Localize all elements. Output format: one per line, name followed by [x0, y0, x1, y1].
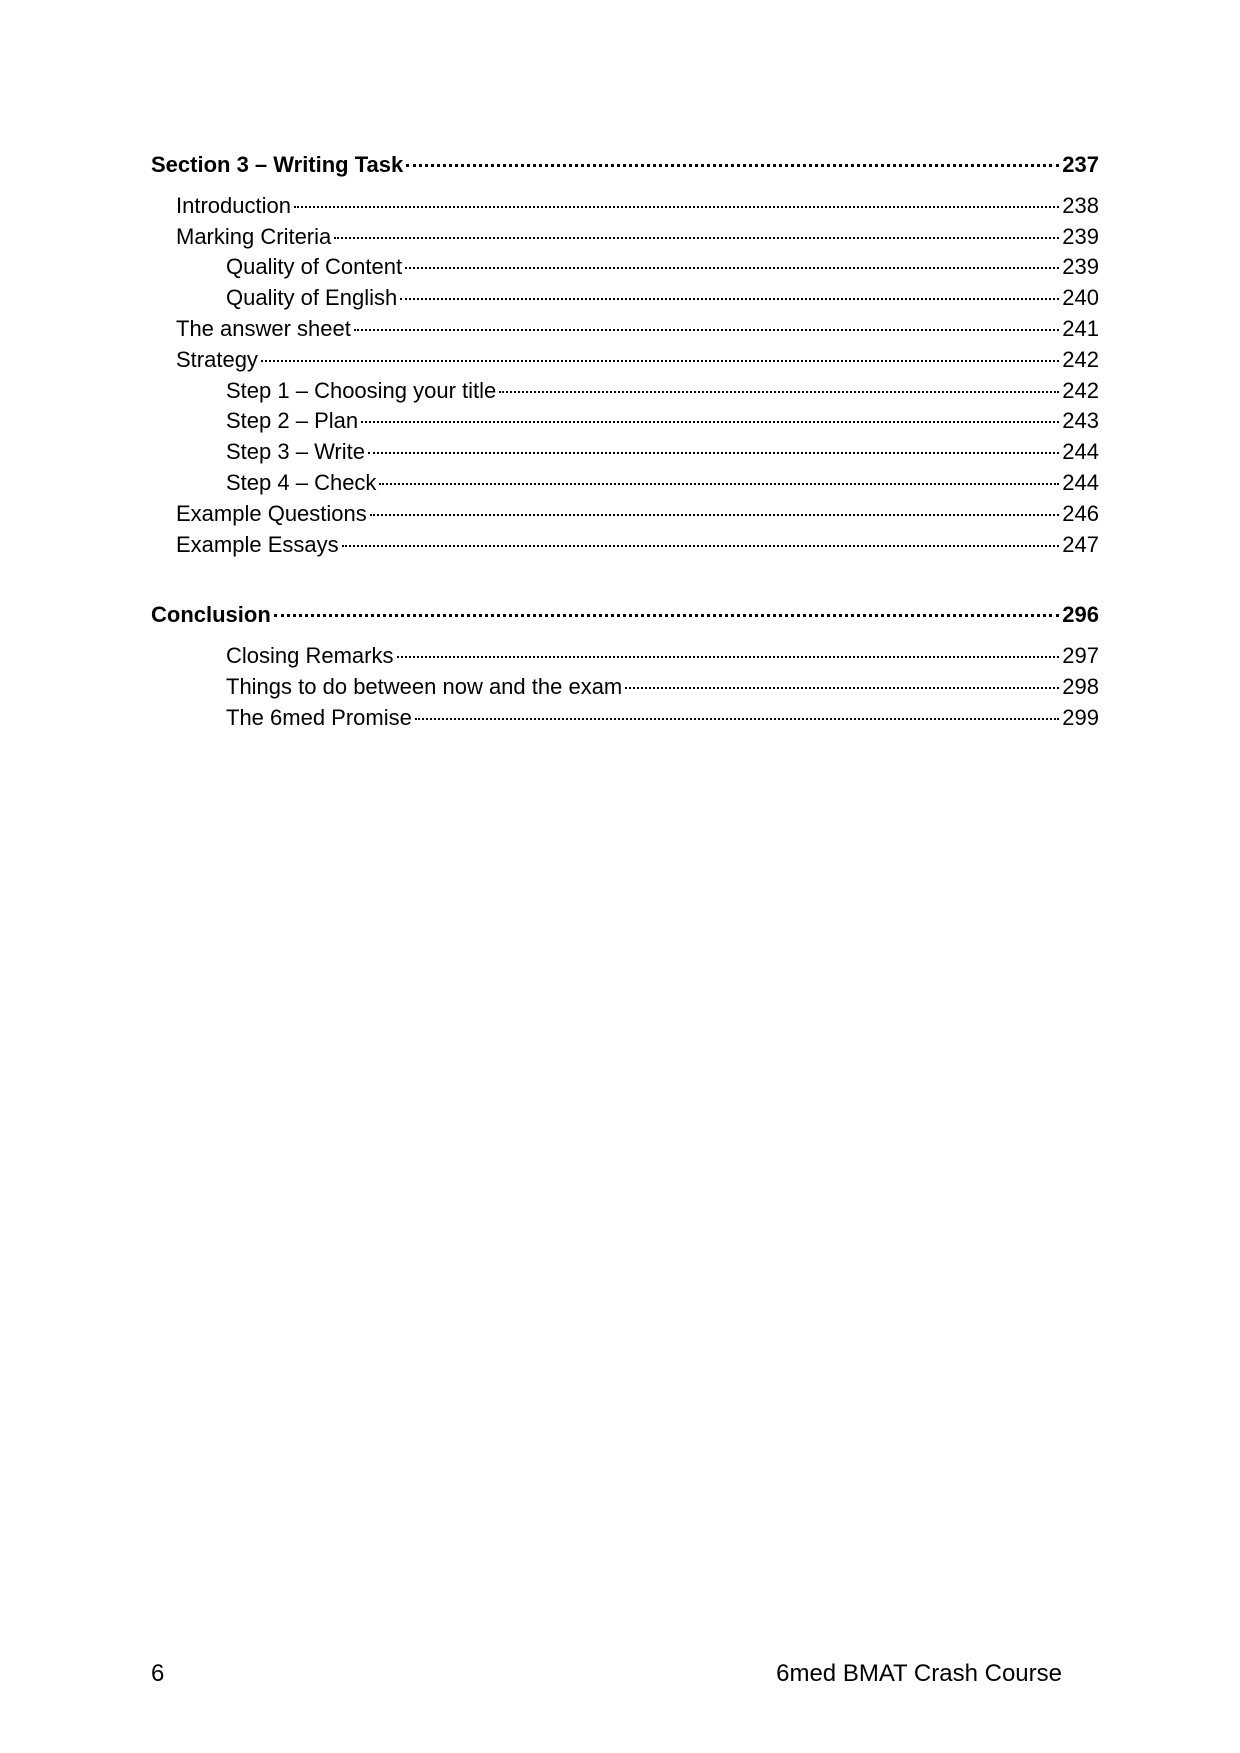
- footer-page-number: 6: [151, 1660, 165, 1687]
- toc-entry-things-to-do[interactable]: [151, 672, 1099, 703]
- dot-leader: [294, 188, 1059, 208]
- toc-entry-title: Step 1 – Choosing your title: [226, 377, 497, 403]
- toc-entry-title: Introduction: [176, 192, 291, 218]
- toc-entry-page: 239: [1062, 254, 1099, 280]
- toc-entry-step-1[interactable]: [151, 376, 1099, 407]
- toc-entry-page: 244: [1062, 469, 1099, 495]
- toc-entry-page: 246: [1062, 500, 1099, 526]
- dot-leader: [354, 311, 1059, 331]
- toc-entry-title: Example Essays: [176, 531, 339, 557]
- toc-entry-introduction[interactable]: [151, 191, 1099, 222]
- dot-leader: [400, 280, 1059, 300]
- toc-entry-page: 242: [1062, 377, 1099, 403]
- dot-leader: [415, 700, 1059, 720]
- toc-entry-step-4[interactable]: [151, 468, 1099, 499]
- toc-entry-title: Things to do between now and the exam: [226, 673, 623, 699]
- footer-book-title: 6med BMAT Crash Course: [776, 1660, 1062, 1687]
- toc-entry-title: Step 4 – Check: [226, 469, 377, 495]
- toc-entry-title: The 6med Promise: [226, 704, 412, 730]
- dot-leader: [361, 403, 1059, 423]
- toc-entry-page: 298: [1062, 673, 1099, 699]
- toc-entry-answer-sheet[interactable]: [151, 314, 1099, 345]
- dot-leader: [405, 249, 1059, 269]
- dot-leader: [379, 465, 1059, 485]
- dot-leader: [625, 669, 1059, 689]
- toc-entry-marking-criteria[interactable]: [151, 222, 1099, 253]
- dot-leader: [397, 638, 1060, 658]
- dot-leader: [274, 596, 1060, 617]
- page-footer: [151, 1660, 1062, 1688]
- toc-entry-title: Closing Remarks: [226, 643, 394, 669]
- dot-leader: [334, 219, 1059, 239]
- dot-leader: [261, 342, 1059, 362]
- toc-entry-title: Marking Criteria: [176, 223, 332, 249]
- toc-entry-title: Quality of English: [226, 285, 398, 311]
- dot-leader: [368, 434, 1059, 454]
- toc-entry-example-essays[interactable]: [151, 530, 1099, 561]
- toc-entry-quality-of-english[interactable]: [151, 283, 1099, 314]
- toc-entry-title: The answer sheet: [176, 315, 351, 341]
- dot-leader: [499, 373, 1059, 393]
- dot-leader: [370, 496, 1060, 516]
- toc-entry-page: 240: [1062, 285, 1099, 311]
- toc-entry-page: 247: [1062, 531, 1099, 557]
- toc-entry-section-3[interactable]: [151, 150, 1099, 181]
- toc-entry-step-3[interactable]: [151, 437, 1099, 468]
- dot-leader: [406, 146, 1059, 167]
- dot-leader: [342, 527, 1060, 547]
- toc-entry-page: 299: [1062, 704, 1099, 730]
- toc-entry-title: Conclusion: [151, 602, 271, 628]
- toc-entry-page: 237: [1062, 152, 1099, 177]
- toc-entry-page: 244: [1062, 439, 1099, 465]
- toc-entry-page: 238: [1062, 192, 1099, 218]
- toc-entry-closing-remarks[interactable]: [151, 641, 1099, 672]
- table-of-contents: [151, 150, 1099, 734]
- toc-entry-step-2[interactable]: [151, 406, 1099, 437]
- toc-entry-example-questions[interactable]: [151, 499, 1099, 530]
- toc-entry-page: 297: [1062, 643, 1099, 669]
- toc-entry-conclusion[interactable]: [151, 600, 1099, 631]
- toc-entry-title: Quality of Content: [226, 254, 403, 280]
- toc-entry-page: 296: [1062, 602, 1099, 628]
- toc-entry-strategy[interactable]: [151, 345, 1099, 376]
- toc-entry-quality-of-content[interactable]: [151, 252, 1099, 283]
- toc-entry-page: 241: [1062, 315, 1099, 341]
- toc-entry-page: 239: [1062, 223, 1099, 249]
- toc-entry-title: Section 3 – Writing Task: [151, 152, 404, 177]
- toc-entry-page: 242: [1062, 346, 1099, 372]
- toc-entry-6med-promise[interactable]: [151, 703, 1099, 734]
- toc-entry-title: Strategy: [176, 346, 258, 372]
- toc-entry-page: 243: [1062, 408, 1099, 434]
- toc-entry-title: Step 2 – Plan: [226, 408, 359, 434]
- toc-entry-title: Example Questions: [176, 500, 367, 526]
- toc-entry-title: Step 3 – Write: [226, 439, 365, 465]
